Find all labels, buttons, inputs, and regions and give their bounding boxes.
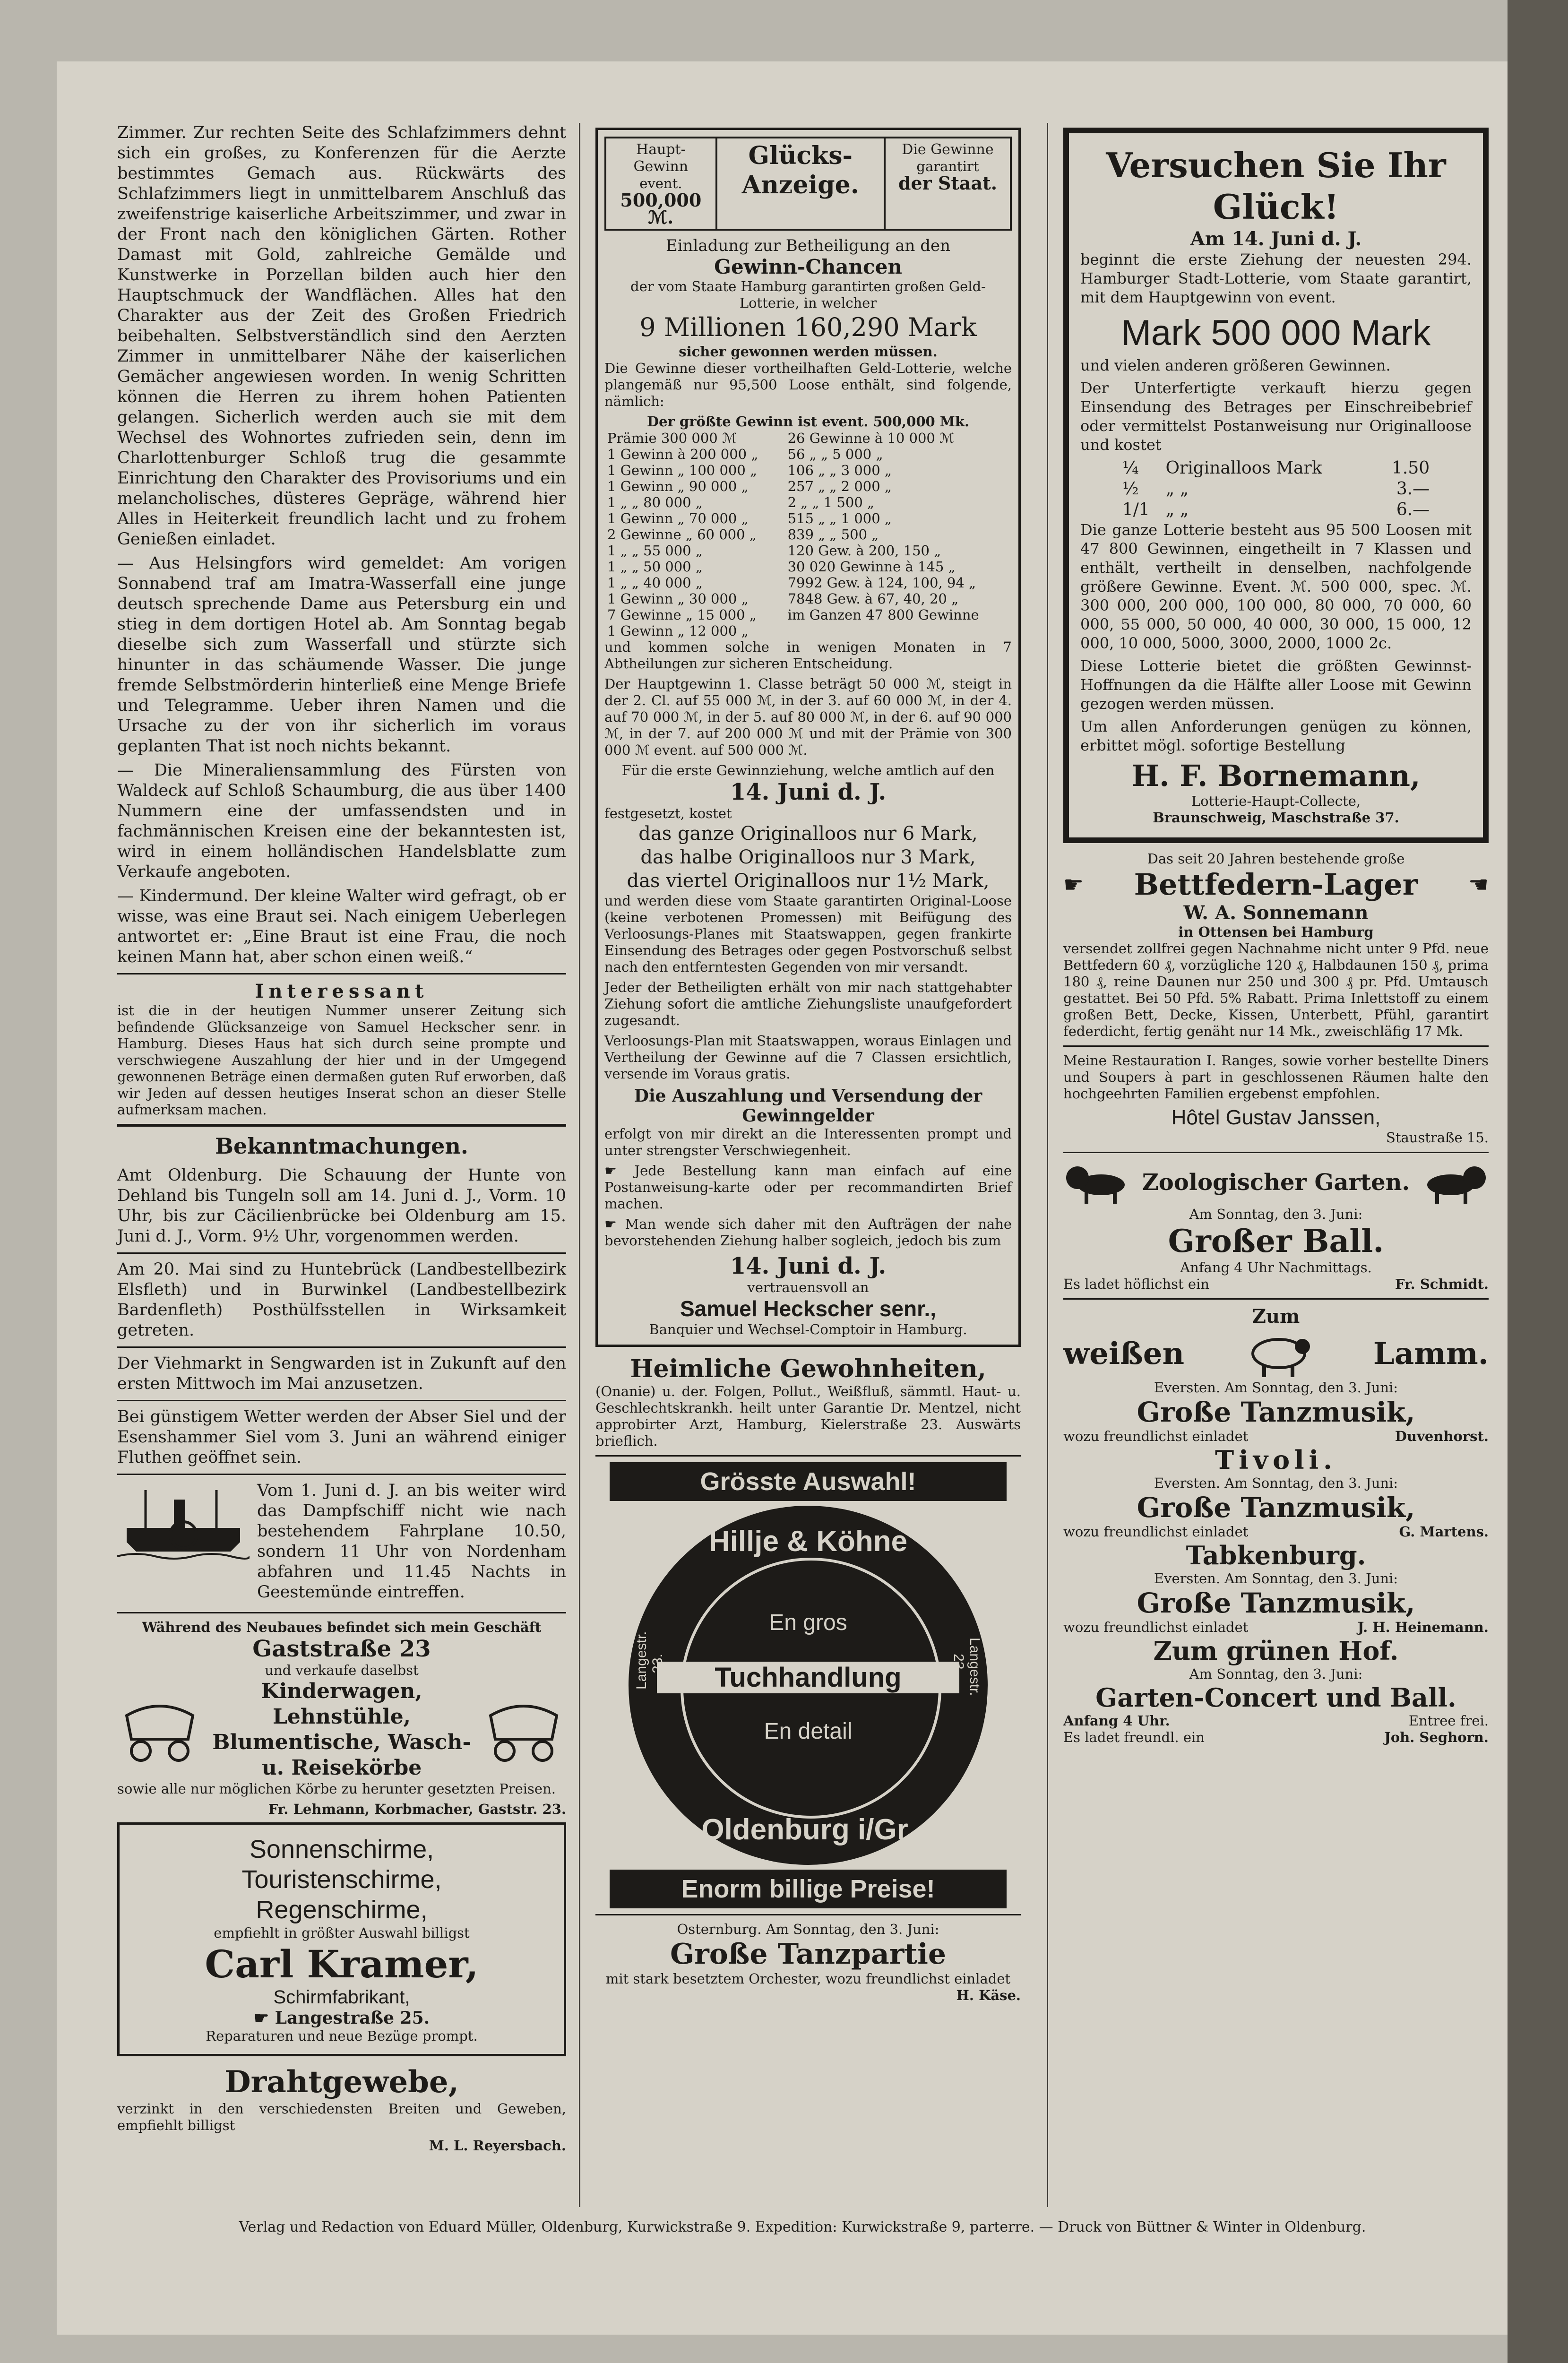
header-left: Haupt-Gewinn event. 500,000 ℳ. <box>606 138 717 229</box>
loos-cell: 1/1 <box>1122 500 1150 519</box>
column-right <box>1063 123 1489 1746</box>
pointing-hand-icon: ☛ <box>604 1163 635 1179</box>
pointing-hand-icon: ☛ <box>253 2008 275 2028</box>
emblem-ring-bottom: Oldenburg i/Gr. <box>701 1813 915 1846</box>
loos-table <box>1120 458 1432 520</box>
largest-prize: Der größte Gewinn ist event. 500,000 Mk. <box>646 414 970 430</box>
prize-cell: 1 „ „ 55 000 „ <box>607 543 703 559</box>
neubau-items-row <box>117 1679 566 1781</box>
prize-row <box>604 510 1012 526</box>
imprint-footer: Verlag und Redaction von Eduard Müller, Oldenburg, Kurwickstraße 9. Expedition: Kurwickstraße 9, parterre. — Druck von Büttner & Winter in Oldenburg. <box>239 2219 1366 2235</box>
bettfedern-title: Bettfedern-Lager <box>1134 867 1418 902</box>
versand: und werden diese vom Staate garantirten Original-Loose (keine verbotenen Promessen) mit Beifügung des Verloosungs-Planes mit Staatswappen, gegen frankirte Einsendung des Betrages oder gegen Postvorschuß selbst nach den entferntesten Gegenden von mir versandt. <box>604 893 1012 975</box>
umbrella-line: Regenschirme, <box>256 1896 428 1924</box>
neubau-line: Während des Neubaues befindet sich mein Geschäft <box>142 1619 542 1635</box>
loos-row <box>1120 479 1432 500</box>
sicher: sicher gewonnen werden müssen. <box>679 344 938 360</box>
prize-cell: 2 „ „ 1 500 „ <box>787 494 875 510</box>
prize-cell: 1 Gewinn „ 30 000 „ <box>607 591 749 607</box>
und-vielen: und vielen anderen größeren Gewinnen. <box>1080 356 1391 374</box>
prize-row <box>604 494 1012 510</box>
braunschweig: Braunschweig, Maschstraße 37. <box>1153 810 1399 826</box>
column-left <box>117 123 566 2154</box>
pointing-hand-icon: ☛ <box>604 1216 625 1232</box>
wende: ☛ Man wende sich daher mit den Aufträgen der nahe bevorstehenden Ziehung halber sogleich, jedoch bis zum <box>604 1216 1012 1249</box>
heimliche-text: (Onanie) u. der. Folgen, Pollut., Weißfluß, sämmtl. Haut- u. Geschlechtskrankh. heilt unter Garantie Dr. Mentzel, nicht approbirter Arzt, Hamburg, Kielerstraße 23. Auswärts brieflich. <box>595 1383 1021 1449</box>
plan: Verloosungs-Plan mit Staatswappen, woraus Einlagen und Vertheilung der Gewinne auf die 7 Classen ersichtlich, versende im Voraus gratis. <box>604 1033 1012 1082</box>
prize-cell: 120 Gew. à 200, 150 „ <box>787 543 941 559</box>
neubau-signature: Fr. Lehmann, Korbmacher, Gaststr. 23. <box>268 1801 566 1817</box>
bestellung: ☛ Jede Bestellung kann man einfach auf eine Postanweisung-karte oder per recommandirten Brief machen. <box>604 1163 1012 1212</box>
pointing-hand-icon: ☛ <box>1063 871 1084 898</box>
prize-cell: 1 „ „ 40 000 „ <box>607 575 703 591</box>
tuchhandlung: Tuchhandlung <box>657 1662 959 1693</box>
tivoli-title: Tivoli. <box>1215 1445 1337 1475</box>
everst-3: Eversten. Am Sonntag, den 3. Juni: <box>1154 1570 1398 1587</box>
anfang: Anfang 4 Uhr Nachmittags. <box>1180 1259 1372 1276</box>
date-first: 14. Juni d. J. <box>730 779 887 805</box>
prize-cell: 515 „ „ 1 000 „ <box>787 510 892 526</box>
prize-cell: 1 Gewinn „ 90 000 „ <box>607 478 749 494</box>
prize-cell: 7848 Gew. à 67, 40, 20 „ <box>787 591 959 607</box>
divider <box>595 1455 1021 1457</box>
tanzpartie-text: mit stark besetztem Orchester, wozu freundlichst einladet <box>605 1971 1011 1987</box>
kramer-name: Carl Kramer, <box>205 1942 479 1986</box>
divider <box>595 1914 1021 1915</box>
kramer-ad <box>117 1822 566 2056</box>
prize-cell: 257 „ „ 2 000 „ <box>787 478 892 494</box>
steamship-text: Vom 1. Juni d. J. an bis weiter wird das Dampfschiff nicht wie nach bestehendem Fahrplane 10.50, sondern 11 Uhr von Nordenham abfahren und 11.45 Nachts in Geestemünde eintreffen. <box>257 1481 566 1602</box>
loos-cell: Originalloos Mark <box>1165 458 1322 478</box>
everst-2: Eversten. Am Sonntag, den 3. Juni: <box>1154 1475 1398 1491</box>
divider <box>117 1612 566 1613</box>
prize-cell: Prämie 300 000 ℳ <box>607 430 737 446</box>
lottery-ad <box>595 128 1021 1347</box>
bietet: Diese Lotterie bietet die größten Gewinnst-Hoffnungen da die Hälfte aller Loose mit Gewinn gezogen werden müssen. <box>1080 657 1472 713</box>
umbrella-line: Touristenschirme, <box>241 1865 442 1894</box>
prize-row <box>604 446 1012 462</box>
heimliche-title: Heimliche Gewohnheiten, <box>630 1354 986 1383</box>
prize-cell: 1 „ „ 50 000 „ <box>607 559 703 575</box>
invite: Einladung zur Betheiligung an den <box>665 236 951 255</box>
loos-row <box>1120 500 1432 520</box>
prize-cell: 839 „ „ 500 „ <box>787 526 879 543</box>
divider <box>1063 1298 1489 1300</box>
divider <box>117 1346 566 1348</box>
glueck-title: Versuchen Sie Ihr Glück! <box>1106 145 1446 227</box>
ziehung-pre: Für die erste Gewinnziehung, welche amtlich auf den <box>621 762 995 778</box>
price-line: das viertel Originalloos nur 1½ Mark, <box>627 870 990 892</box>
neubau-items: Kinderwagen, Lehnstühle, Blumentische, Wasch- u. Reisekörbe <box>212 1679 471 1780</box>
anforderungen: Um allen Anforderungen genügen zu können, erbittet mögl. sofortige Bestellung <box>1080 717 1472 754</box>
steamship-notice <box>117 1481 566 1606</box>
garten-concert: Garten-Concert und Ball. <box>1095 1682 1456 1713</box>
en-detail: En detail <box>764 1719 853 1744</box>
zum: Zum <box>1252 1305 1300 1328</box>
umbrella-line: Sonnenschirme, <box>249 1835 434 1863</box>
hof-date: Am Sonntag, den 3. Juni: <box>1189 1666 1363 1682</box>
firm-name: Samuel Heckscher senr., <box>680 1296 937 1321</box>
loos-cell: 3.— <box>1396 479 1430 499</box>
divider <box>117 1474 566 1475</box>
lottery-header <box>604 137 1012 231</box>
prize-row <box>604 462 1012 478</box>
prize-cell: 1 Gewinn à 200 000 „ <box>607 446 758 462</box>
millions: 9 Millionen 160,290 Mark <box>639 312 977 342</box>
loos-cell: „ „ <box>1165 500 1189 519</box>
kramer-sub: empfiehlt in größter Auswahl billigst <box>214 1925 470 1941</box>
zoo-header <box>1063 1159 1489 1206</box>
hof-row-1: Anfang 4 Uhr. Entree frei. <box>1063 1713 1489 1729</box>
bettfedern-row <box>1063 867 1489 902</box>
announcements-title: Bekanntmachungen. <box>215 1133 468 1159</box>
steamship-icon <box>117 1481 250 1561</box>
interessant-title: Interessant <box>255 980 429 1002</box>
tuchhandlung-emblem <box>629 1506 988 1865</box>
date-second: 14. Juni d. J. <box>730 1253 887 1279</box>
loos-row <box>1120 458 1432 479</box>
am-date: Am 14. Juni d. J. <box>1190 228 1362 250</box>
everst-1: Eversten. Am Sonntag, den 3. Juni: <box>1154 1380 1398 1396</box>
hotel-name: Hôtel Gustav Janssen, <box>1171 1106 1381 1129</box>
header-middle: Glücks- Anzeige. <box>717 138 886 229</box>
mark-amount: Mark 500 000 Mark <box>1121 313 1431 353</box>
divider <box>117 1400 566 1401</box>
bornemann: H. F. Bornemann, <box>1131 759 1421 793</box>
announcement: Amt Oldenburg. Die Schauung der Hunte von Dehland bis Tungeln soll am 14. Juni d. J., Vorm. 10 Uhr, bis zur Cäcilienbrücke bei Oldenburg am 15. Juni d. J., Vorm. 9½ Uhr, vorgenommen werden. <box>117 1166 566 1246</box>
tanzpartie-title: Große Tanzpartie <box>670 1938 947 1971</box>
prize-row <box>604 526 1012 543</box>
column-divider <box>1047 123 1048 2207</box>
erfolgt: erfolgt von mir direkt an die Interessenten prompt und unter strengster Verschwiegenheit. <box>604 1126 1012 1158</box>
prize-cell: 1 Gewinn „ 12 000 „ <box>607 623 749 639</box>
article-paragraph: — Kindermund. Der kleine Walter wird gefragt, ob er wisse, was eine Braut sei. Nach einigem Ueberlegen antwortet er: „Eine Braut ist eine Frau, die noch keinen Mann hat, aber schon einen weiß.“ <box>117 887 566 966</box>
bettfedern-text: versendet zollfrei gegen Nachnahme nicht unter 9 Pfd. neue Bettfedern 60 ₰, vorzügliche 120 ₰, Halbdaunen 150 ₰, prima 180 ₰, reine Daunen nur 250 und 300 ₰ pr. Pfd. Umtausch gestattet. Bei 50 Pfd. 5% Rabatt. Prima Inlettstoff zu einem großen Bett, Decke, Kissen, Unterbett, Pfühl, garantirt federdicht, fertig genäht nur 14 Mk., zweischläfig 17 Mk. <box>1063 940 1489 1039</box>
osternburg: Osternburg. Am Sonntag, den 3. Juni: <box>677 1921 939 1937</box>
price-line: das halbe Originalloos nur 3 Mark, <box>640 846 976 868</box>
neubau-sub: und verkaufe daselbst <box>265 1662 419 1678</box>
prize-cell: 30 020 Gewinne à 145 „ <box>787 559 956 575</box>
vertrauensvoll: vertrauensvoll an <box>747 1279 869 1295</box>
announcement: Der Viehmarkt in Sengwarden ist in Zukunft auf den ersten Mittwoch im Mai anzusetzen. <box>117 1354 566 1393</box>
book-binding <box>1508 0 1568 2363</box>
tabkenburg-title: Tabkenburg. <box>1186 1540 1366 1570</box>
festgesetzt: festgesetzt, kostet <box>604 805 732 821</box>
emblem-ring-left: Langestr. 23. <box>634 1631 665 1690</box>
emblem-ring-right: Langestr. 23. <box>951 1638 982 1696</box>
ottensen: in Ottensen bei Hamburg <box>1178 924 1374 940</box>
hotel-street: Staustraße 15. <box>1386 1130 1489 1146</box>
grosser-ball: Großer Ball. <box>1168 1223 1384 1259</box>
collecte: Lotterie-Haupt-Collecte, <box>1191 793 1361 809</box>
en-gros: En gros <box>769 1610 847 1635</box>
entscheidung: und kommen solche in wenigen Monaten in 7 Abtheilungen zur sicheren Entscheidung. <box>604 639 1012 672</box>
chancen: Gewinn-Chancen <box>714 255 902 278</box>
sign-row-2: wozu freundlichst einladet G. Martens. <box>1063 1524 1489 1540</box>
column-divider <box>579 123 580 2207</box>
pram-icon <box>117 1697 202 1763</box>
prize-cell: 56 „ „ 5 000 „ <box>787 446 883 462</box>
prize-row <box>604 591 1012 607</box>
zoo-sign-row: Es ladet höflichst ein Fr. Schmidt. <box>1063 1276 1489 1292</box>
lamb-icon <box>1243 1328 1314 1380</box>
prize-row <box>604 623 1012 639</box>
bornemann-ad <box>1063 128 1489 843</box>
header-right: Die Gewinne garantirt der Staat. <box>898 141 997 194</box>
jeder: Jeder der Betheiligten erhält von mir nach stattgehabter Ziehung sofort die amtliche Ziehungsliste unaufgefordert zugesandt. <box>604 979 1012 1028</box>
auszahlung: Die Auszahlung und Versendung der Gewinngelder <box>634 1086 982 1126</box>
loos-cell: 6.— <box>1396 500 1430 519</box>
kramer-tail: Reparaturen und neue Bezüge prompt. <box>206 2028 478 2044</box>
neubau-tail: sowie alle nur möglichen Körbe zu herunter gesetzten Preisen. <box>117 1781 556 1797</box>
lion-icon <box>1422 1159 1489 1206</box>
hof-row-2: Es ladet freundl. ein Joh. Seghorn. <box>1063 1729 1489 1745</box>
loos-cell: ½ <box>1122 479 1139 499</box>
sign-row-3: wozu freundlichst einladet J. H. Heinemann. <box>1063 1619 1489 1635</box>
tanzmusik-1: Große Tanzmusik, <box>1137 1396 1415 1428</box>
prize-cell <box>785 623 1012 639</box>
prize-row <box>604 543 1012 559</box>
zoo-date: Am Sonntag, den 3. Juni: <box>1189 1206 1363 1222</box>
kramer-trade: Schirmfabrikant, <box>273 1987 410 2008</box>
divider <box>117 973 566 975</box>
draht-text: verzinkt in den verschiedensten Breiten und Geweben, empfiehlt billigst <box>117 2101 566 2133</box>
prize-cell: 1 „ „ 80 000 „ <box>607 494 703 510</box>
divider <box>117 1252 566 1254</box>
loos-cell: ¼ <box>1122 458 1139 478</box>
sonnemann: W. A. Sonnemann <box>1183 902 1369 924</box>
prize-row <box>604 430 1012 446</box>
divider <box>1063 1045 1489 1047</box>
prize-row <box>604 559 1012 575</box>
neubau-address: Gaststraße 23 <box>252 1636 431 1662</box>
loos-cell: 1.50 <box>1392 458 1430 478</box>
pointing-hand-icon: ☚ <box>1468 871 1489 898</box>
price-line: das ganze Originalloos nur 6 Mark, <box>638 823 978 845</box>
prize-cell: 2 Gewinne „ 60 000 „ <box>607 526 757 543</box>
announcement: Am 20. Mai sind zu Huntebrück (Landbestellbezirk Elsfleth) und in Burwinkel (Landbestellbezirk Bardenfleth) Posthülfsstellen in Wirksamkeit getreten. <box>117 1260 566 1340</box>
prize-row <box>604 575 1012 591</box>
gewinne-text: Die Gewinne dieser vortheilhaften Geld-Lotterie, welche plangemäß nur 95,500 Loose enthält, sind folgende, nämlich: <box>604 360 1012 409</box>
prize-cell: 1 Gewinn „ 100 000 „ <box>607 462 758 478</box>
prize-cell: 26 Gewinne à 10 000 ℳ <box>787 430 955 446</box>
hof-title: Zum grünen Hof. <box>1153 1636 1399 1666</box>
article-paragraph: — Aus Helsingfors wird gemeldet: Am vorigen Sonnabend traf am Imatra-Wasserfall eine junge deutsch sprechende Dame aus Petersburg ein und stieg in dem dortigen Hotel ab. Am Sonntag begab dieselbe sich zum Wasserfall und stürzte sich hinunter in das schäumende Wasser. Die junge fremde Selbstmörderin hinterließ eine Menge Briefe und Telegramme. Ueber ihren Namen und die Ursache zu der von ihr sicherlich im voraus geplanten That ist noch nichts bekannt. <box>117 554 566 756</box>
tanzmusik-2: Große Tanzmusik, <box>1137 1492 1415 1524</box>
zoo-title: Zoologischer Garten. <box>1142 1169 1410 1196</box>
lion-icon <box>1063 1159 1129 1206</box>
lamm-row: weißen Lamm. <box>1063 1328 1489 1380</box>
prize-cell: 7 Gewinne „ 15 000 „ <box>607 607 757 623</box>
tanzpartie-signature: H. Käse. <box>956 1987 1021 2003</box>
banner-bottom: Enorm billige Preise! <box>610 1870 1007 1908</box>
draht-title: Drahtgewebe, <box>224 2064 459 2100</box>
interessant-text: ist die in der heutigen Nummer unserer Zeitung sich befindende Glücksanzeige von Samuel Heckscher senr. in Hamburg. Dieses Haus hat sich durch seine prompte und verschwiegene Auszahlung der hier und in der Umgegend gewonnenen Beträge einen dermaßen guten Ruf erworben, daß wir Jeden auf dessen heutiges Inserat schon an dieser Stelle aufmerksam machen. <box>117 1002 566 1118</box>
lotterie-text: Die ganze Lotterie besteht aus 95 500 Loosen mit 47 800 Gewinnen, eingetheilt in 7 Klassen und enthält, vertheilt in denselben, nachfolgende größere Gewinne. Event. ℳ. 500 000, spec. ℳ. 300 000, 200 000, 100 000, 80 000, 70 000, 60 000, 55 000, 50 000, 40 000, 30 000, 15 000, 12 000, 10 000, 5000, 3000, 2000, 1000 2c. <box>1080 521 1472 652</box>
prize-cell: 1 Gewinn „ 70 000 „ <box>607 510 749 526</box>
beginnt: beginnt die erste Ziehung der neuesten 294. Hamburger Stadt-Lotterie, vom Staate garantirt, mit dem Hauptgewinn von event. <box>1080 250 1472 306</box>
prize-row <box>604 607 1012 623</box>
unterfertigte: Der Unterfertigte verkauft hierzu gegen Einsendung des Betrages per Einschreibebrief oder vermittelst Postanweisung nur Originalloose und kostet <box>1080 379 1472 454</box>
prize-cell: 106 „ „ 3 000 „ <box>787 462 892 478</box>
article-paragraph: — Die Mineraliensammlung des Fürsten von Waldeck auf Schloß Schaumburg, die aus über 1400 Nummern eine der umfassendsten und in fachmännischen Kreisen eine der bekanntesten ist, wird in einem holländischen Handelsblatte zum Verkaufe angeboten. <box>117 761 566 881</box>
column-middle <box>595 123 1021 2004</box>
prize-row <box>604 478 1012 494</box>
announcement: Bei günstigem Wetter werden der Abser Siel und der Esenshammer Siel vom 3. Juni an während einiger Fluthen geöffnet sein. <box>117 1407 566 1467</box>
draht-signature: M. L. Reyersbach. <box>429 2138 566 2154</box>
loos-cell: „ „ <box>1165 479 1189 499</box>
lottery-desc: der vom Staate Hamburg garantirten großen Geld-Lotterie, in welcher <box>630 278 986 311</box>
banner-top: Grösste Auswahl! <box>610 1462 1007 1501</box>
seit-line: Das seit 20 Jahren bestehende große <box>1147 851 1405 867</box>
tanzmusik-3: Große Tanzmusik, <box>1137 1587 1415 1619</box>
emblem-ring-top: Hillje & Köhne <box>708 1525 908 1558</box>
divider <box>117 1124 566 1127</box>
divider <box>1063 1152 1489 1153</box>
kramer-address: ☛ Langestraße 25. <box>253 2008 430 2028</box>
prize-cell: im Ganzen 47 800 Gewinne <box>787 607 979 623</box>
pram-icon <box>481 1697 566 1763</box>
restauration-text: Meine Restauration I. Ranges, sowie vorher bestellte Diners und Soupers à part in geschlossenen Räumen halte den hochgeehrten Familien ergebenst empfohlen. <box>1063 1052 1489 1102</box>
sign-row-1: wozu freundlichst einladet Duvenhorst. <box>1063 1428 1489 1444</box>
prize-table <box>604 430 1012 639</box>
prize-cell: 7992 Gew. à 124, 100, 94 „ <box>787 575 976 591</box>
article-paragraph: Zimmer. Zur rechten Seite des Schlafzimmers dehnt sich ein großes, zu Konferenzen für die Aerzte bestimmtes Gemach aus. Rückwärts des Schlafzimmers liegt in unmittelbarem Anschluß das zweifenstrige kaiserliche Arbeitszimmer, und zwar in der Front nach den königlichen Gärten. Rother Damast mit Gold, zahlreiche Gemälde und Kunstwerke in Porzellan bilden auch hier den Hauptschmuck der Wandflächen. Alles hat den Charakter aus der Zeit des Großen Friedrich beibehalten. Selbstverständlich sind den Aerzten Zimmer in unmittelbarer Nähe der kaiserlichen Gemächer angewiesen worden. In wenig Schritten können die Herren zu ihrem hohen Patienten gelangen. Sicherlich werden auch sie mit dem Wechsel des Wohnortes zufrieden sein, denn im Charlottenburger Schloß trug die gesammte Einrichtung den Charakter des Provisoriums und ein melancholisches, düsteres Gepräge, während hier Alles in Heiterkeit freundlich lacht und zu frohem Genießen einladet. <box>117 123 566 549</box>
firm-sub: Banquier und Wechsel-Comptoir in Hamburg. <box>649 1321 967 1337</box>
hauptgewinn: Der Hauptgewinn 1. Classe beträgt 50 000 ℳ, steigt in der 2. Cl. auf 55 000 ℳ, in der 3. auf 60 000 ℳ, in der 4. auf 70 000 ℳ, in der 5. auf 80 000 ℳ, in der 6. auf 90 000 ℳ, in der 7. auf 200 000 ℳ und mit der Prämie von 300 000 ℳ event. auf 500 000 ℳ. <box>604 676 1012 758</box>
